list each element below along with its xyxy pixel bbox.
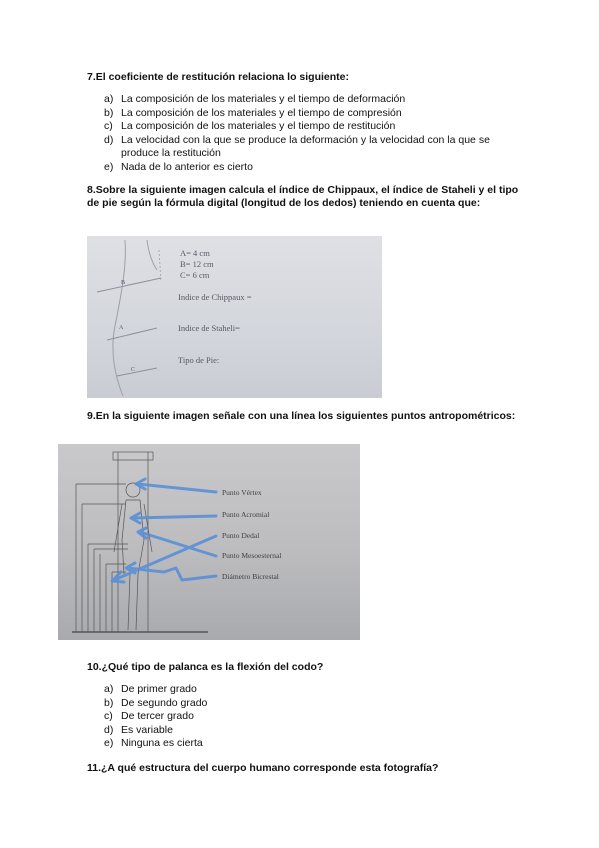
question-7-options [104,93,524,174]
value-c: C= 6 cm [180,270,210,280]
label-a: A [119,325,124,331]
value-a: A= 4 cm [180,248,210,258]
label-punto-vertex: Punto Vértex [222,488,262,497]
option-text: Ninguna es cierta [121,737,203,749]
option-text: La composición de los materiales y el tiempo de deformación [121,93,406,105]
option-letter: b) [104,696,114,709]
option-text: Es variable [121,723,173,736]
list-item [104,710,524,724]
value-b: B= 12 cm [180,259,214,269]
list-item [104,134,524,161]
option-text: De primer grado [121,683,197,695]
list-item [104,161,524,175]
option-letter: b) [104,106,114,119]
option-letter: d) [104,133,114,146]
list-item [104,93,524,107]
list-item [104,697,524,711]
option-text: La composición de los materiales y el tiempo de restitución [121,120,396,132]
option-letter: a) [104,93,114,105]
option-text: La velocidad con la que se produce la deformación y la velocidad con la que se produce la restitución [121,133,490,159]
anthropometric-figure-photo [58,444,360,640]
anthropometric-drawing [58,444,360,640]
option-letter: e) [104,737,114,749]
question-10-options [104,683,524,751]
label-c: C [131,367,136,373]
staheli-index-label: Indice de Staheli= [178,323,240,333]
option-letter: c) [104,120,113,132]
option-letter: d) [104,723,114,736]
question-9-title: 9.En la siguiente imagen señale con una línea los siguientes puntos antropométricos: [87,410,516,422]
list-item [104,737,524,751]
foot-measure-photo [87,236,382,398]
option-letter: a) [104,683,114,695]
list-item [104,724,524,738]
option-text: De tercer grado [121,710,194,722]
label-punto-acromial: Punto Acromial [222,510,270,519]
list-item [104,683,524,697]
list-item [104,120,524,134]
list-item [104,107,524,121]
question-11-title: 11.¿A qué estructura del cuerpo humano corresponde esta fotografía? [87,762,439,774]
option-text: La composición de los materiales y el tiempo de compresión [121,106,402,119]
label-punto-mesoesternal: Punto Mesoesternal [222,551,282,560]
question-7-title: 7.El coeficiente de restitución relaciona lo siguiente: [87,71,349,83]
foot-outline-drawing [87,236,382,398]
question-10-title: 10.¿Qué tipo de palanca es la flexión del codo? [87,661,324,673]
label-diametro-bicrestal: Diámetro Bicrestal [222,572,279,581]
option-letter: c) [104,710,113,722]
option-text: Nada de lo anterior es cierto [121,160,253,173]
option-letter: e) [104,160,114,173]
label-b: B [121,280,126,286]
label-punto-dedal: Punto Dedal [222,531,260,540]
chippaux-index-label: Indice de Chippaux = [178,292,252,302]
option-text: De segundo grado [121,696,208,709]
foot-type-label: Tipo de Pie: [178,355,220,365]
question-8-title: 8.Sobre la siguiente imagen calcula el índice de Chippaux, el índice de Staheli y el tipo de pie según la fórmula digital (longitud de los dedos) teniendo en cuenta que: [87,184,519,209]
